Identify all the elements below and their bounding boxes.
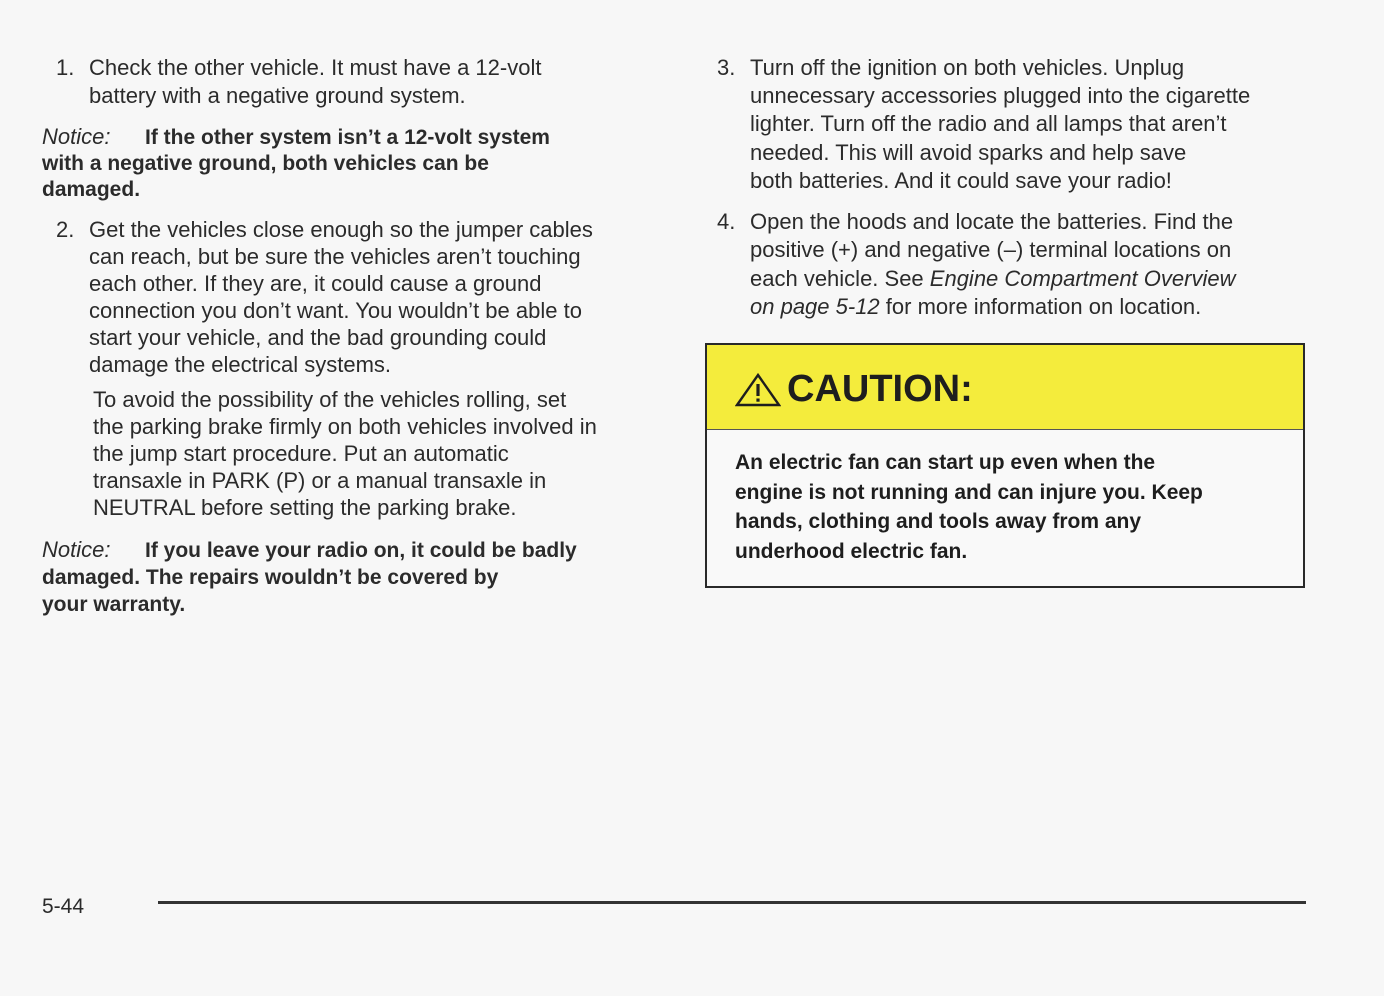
caution-body: [735, 448, 1203, 566]
text-line: [750, 265, 1235, 293]
cross-reference-title: Engine Compartment Overview: [929, 265, 1236, 291]
text-line: To avoid the possibility of the vehicles rolling, set: [93, 387, 567, 412]
text-line: [750, 293, 1235, 321]
text-line: positive (+) and negative (–) terminal locations on: [750, 237, 1232, 263]
notice-block-2: [42, 536, 577, 619]
notice-block-1: [42, 124, 550, 204]
text-line: each other. If they are, it could cause a ground: [89, 271, 542, 296]
notice-line: damaged. The repairs wouldn’t be covered by: [42, 565, 499, 589]
page-number: 5-44: [42, 895, 85, 918]
text-line: damage the electrical systems.: [89, 352, 392, 377]
notice-text: If you leave your radio on, it could be badly: [145, 539, 577, 562]
text-line: the parking brake firmly on both vehicles involved in: [93, 414, 597, 439]
list-item-text: [89, 54, 541, 110]
notice-line: damaged.: [42, 178, 141, 201]
footer-rule: [158, 901, 1306, 904]
list-item-number: 1.: [56, 55, 75, 80]
notice-line: [42, 124, 550, 151]
caution-title: CAUTION:: [787, 368, 973, 410]
text-line: the jump start procedure. Put an automatic: [93, 441, 509, 466]
caution-line: hands, clothing and tools away from any: [735, 510, 1142, 533]
text-line: start your vehicle, and the bad grounding could: [89, 325, 547, 350]
warning-triangle-icon: [735, 373, 781, 407]
notice-label: Notice:: [42, 537, 111, 562]
text-line: Turn off the ignition on both vehicles. Unplug: [750, 55, 1185, 80]
caution-box: [705, 343, 1305, 588]
text-line: lighter. Turn off the radio and all lamps that aren’t: [750, 111, 1227, 137]
notice-text: If the other system isn’t a 12-volt system: [145, 126, 550, 149]
text-line: Open the hoods and locate the batteries. Find the: [750, 209, 1234, 234]
list-item-number: 3.: [717, 55, 736, 80]
caution-header: [707, 345, 1303, 430]
text-line: Get the vehicles close enough so the jumper cables: [89, 217, 593, 242]
text-line: connection you don’t want. You wouldn’t be able to: [89, 298, 582, 323]
text-line: Check the other vehicle. It must have a 12-volt: [89, 55, 542, 80]
list-item-number: 4.: [717, 209, 736, 234]
text-line: unnecessary accessories plugged into the cigarette: [750, 83, 1251, 109]
caution-line: underhood electric fan.: [735, 539, 968, 563]
notice-line: your warranty.: [42, 593, 186, 616]
text-line: can reach, but be sure the vehicles aren’t touching: [89, 244, 581, 269]
list-item-number: 2.: [56, 217, 75, 242]
notice-line: with a negative ground, both vehicles can be: [42, 151, 489, 175]
text-segment: each vehicle. See: [750, 265, 930, 291]
cross-reference-page: on page 5-12: [750, 293, 880, 319]
notice-line: [42, 536, 577, 564]
caution-line: An electric fan can start up even when the: [735, 451, 1156, 474]
text-line: needed. This will avoid sparks and help save: [750, 139, 1187, 165]
list-item-text: [750, 208, 1235, 321]
text-segment: for more information on location.: [879, 293, 1202, 319]
text-line: battery with a negative ground system.: [89, 83, 466, 108]
notice-label: Notice:: [42, 124, 111, 149]
list-item-text: [750, 54, 1250, 195]
list-item-text: [89, 216, 593, 378]
text-line: NEUTRAL before setting the parking brake.: [93, 495, 517, 520]
text-line: both batteries. And it could save your radio!: [750, 167, 1172, 193]
text-line: transaxle in PARK (P) or a manual transaxle in: [93, 468, 547, 493]
list-item-followup-paragraph: [93, 386, 597, 521]
caution-line: engine is not running and can injure you. Keep: [735, 480, 1203, 504]
